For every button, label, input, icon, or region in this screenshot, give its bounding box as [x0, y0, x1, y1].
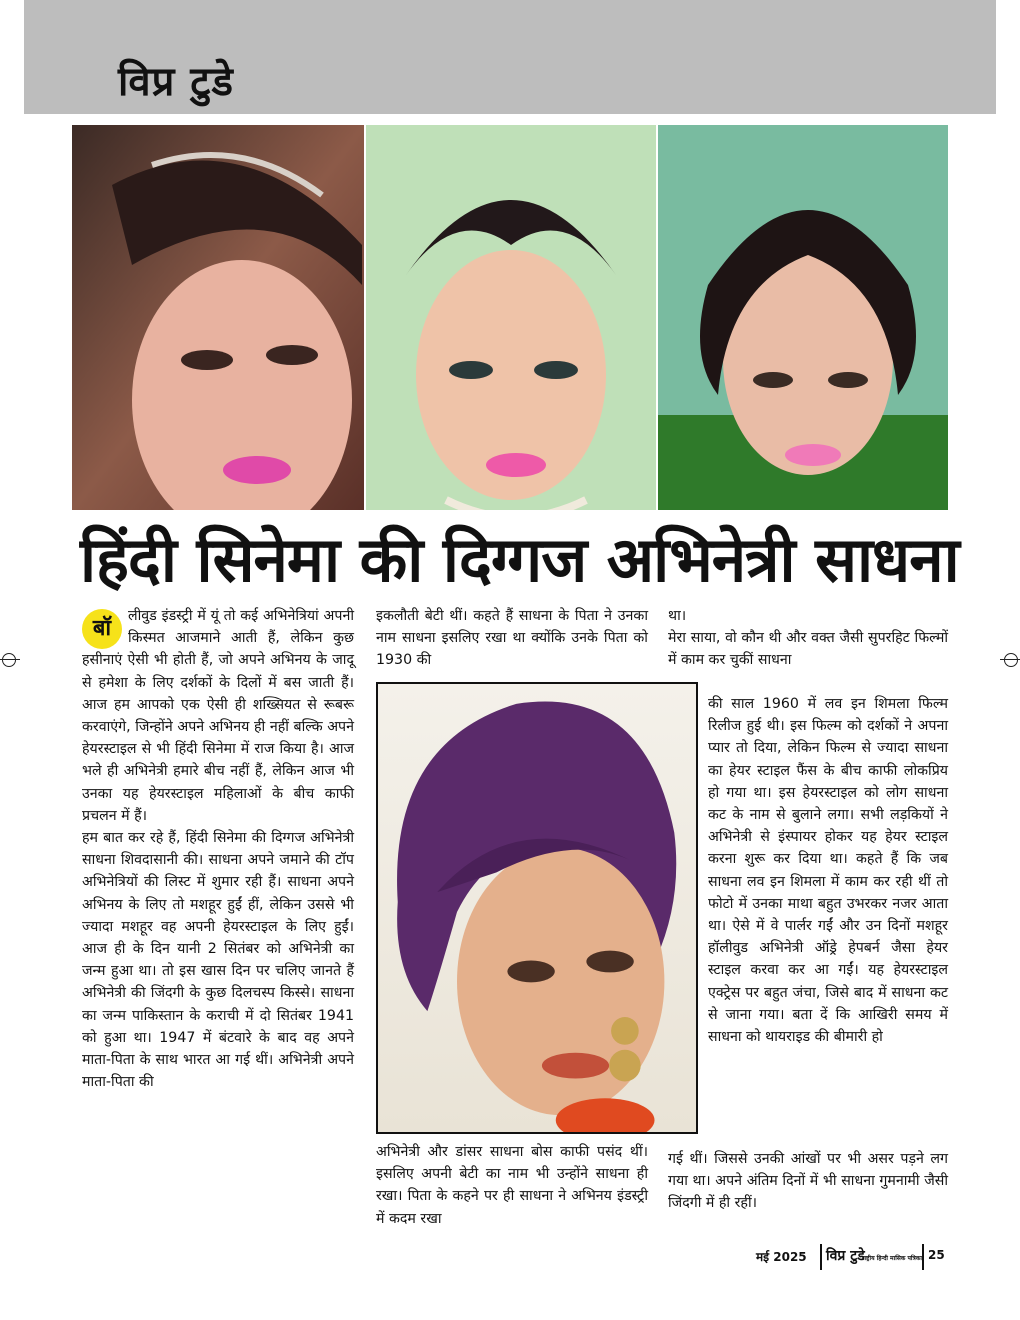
article-column-2-bottom	[376, 1141, 648, 1241]
footer-date: मई 2025	[756, 1250, 807, 1264]
article-headline: हिंदी सिनेमा की दिग्गज अभिनेत्री साधना	[80, 523, 959, 596]
article-paragraph-3: इकलौती बेटी थीं। कहते हैं साधना के पिता ने उनका नाम साधना इसलिए रखा था क्योंकि उनके पिता को 1930 की	[376, 608, 648, 669]
article-column-3-bottom	[668, 1148, 948, 1238]
footer-separator-2	[922, 1244, 924, 1270]
drop-cap: बॉ	[82, 609, 122, 649]
article-column-3-main	[708, 693, 948, 1145]
article-column-2-top	[376, 605, 648, 675]
article-paragraph-7: की साल 1960 में लव इन शिमला फिल्म रिलीज हुई थी। इस फिल्म को दर्शकों ने अपना प्यार तो दिया, लेकिन फिल्म से ज्यादा साधना का हेयर स्टाइल फैंस के बीच काफी लोकप्रिय हो गया था। इस हेयरस्टाइल को लोग साधना कट के नाम से बुलाने लगा। सभी लड़कियों ने अभिनेत्री से इंस्पायर होकर यह हेयर स्टाइल करना शुरू कर दिया था। कहते हैं कि जब साधना लव इन शिमला में काम कर रही थीं तो फोटो में उनका माथा बहुत उभरकर नजर आता था। ऐसे में वे पार्लर गईं और उन दिनों मशहूर हॉलीवुड अभिनेत्री ऑड्रे हेपबर्न जैसा हेयर स्टाइल करवा कर आ गईं। यह हेयरस्टाइल एक्ट्रेस पर बहुत जंचा, जिसे बाद में साधना कट से जाना गया। बता दें कि आखिरी समय में साधना को थायराइड की बीमारी हो	[708, 696, 948, 1046]
article-paragraph-8: गई थीं। जिससे उनकी आंखों पर भी असर पड़ने लग गया था। अपने अंतिम दिनों में भी साधना गुमनामी जैसी जिंदगी में ही रहीं।	[668, 1151, 948, 1212]
photo-right	[658, 125, 948, 510]
page-number: 25	[928, 1248, 945, 1262]
photo-left	[72, 125, 364, 510]
article-column-3-top	[668, 605, 948, 685]
article-paragraph-2: हम बात कर रहे हैं, हिंदी सिनेमा की दिग्गज अभिनेत्री साधना शिवदासानी की। साधना अपने जमाने की टॉप अभिनेत्रियों की लिस्ट में शुमार रही हैं। साधना अपने अभिनय के लिए तो मशहूर हुईं हीं, लेकिन उससे भी ज्यादा मशहूर वह अपनी हेयरस्टाइल के लिए हुईं। आज ही के दिन यानी 2 सितंबर को अभिनेत्री का जन्म हुआ था। तो इस खास दिन पर चलिए जानते हैं अभिनेत्री की जिंदगी के कुछ दिलचस्प किस्से। साधना का जन्म पाकिस्तान के कराची में दो सितंबर 1941 को हुआ था। 1947 में बंटवारे के बाद वह अपने माता-पिता के साथ भारत आ गई थीं। अभिनेत्री अपने माता-पिता की	[82, 830, 354, 1091]
photo-center	[366, 125, 656, 510]
footer-brand: विप्र टुडे	[826, 1248, 865, 1264]
article-paragraph-6: मेरा साया, वो कौन थी और वक्त जैसी सुपरहिट फिल्मों में काम कर चुकीं साधना	[668, 630, 948, 669]
registration-mark-left	[0, 649, 20, 671]
article-column-1	[82, 605, 354, 1235]
footer-separator-1	[820, 1244, 822, 1270]
article-paragraph-4: अभिनेत्री और डांसर साधना बोस काफी पसंद थीं। इसलिए अपनी बेटी का नाम भी उन्होंने साधना ही रखा। पिता के कहने पर ही साधना ने अभिनय इंडस्ट्री में कदम रखा	[376, 1144, 648, 1227]
registration-mark-right	[1000, 649, 1020, 671]
article-paragraph-1: लीवुड इंडस्ट्री में यूं तो कई अभिनेत्रियां अपनी किस्मत आजमाने आती हैं, लेकिन कुछ हसीनाएं ऐसी भी होती हैं, जो अपने अभिनय के जादू से हमेशा के लिए दर्शकों के दिलों में बस जाती हैं। आज हम आपको एक ऐसी ही शख्सियत से रूबरू करवाएंगे, जिन्होंने अपने अभिनय ही नहीं बल्कि अपने हेयरस्टाइल से भी हिंदी सिनेमा में राज किया है। आज भले ही अभिनेत्री हमारे बीच नहीं हैं, लेकिन आज भी उनका यह हेयरस्टाइल महिलाओं के बीच काफी प्रचलन में हैं।	[82, 608, 354, 824]
article-paragraph-5: था।	[668, 608, 687, 624]
inset-portrait-photo	[376, 682, 698, 1134]
masthead: विप्र टुडे	[118, 59, 234, 105]
footer-tagline: राष्ट्रीय हिन्दी मासिक पत्रिका	[862, 1255, 922, 1262]
